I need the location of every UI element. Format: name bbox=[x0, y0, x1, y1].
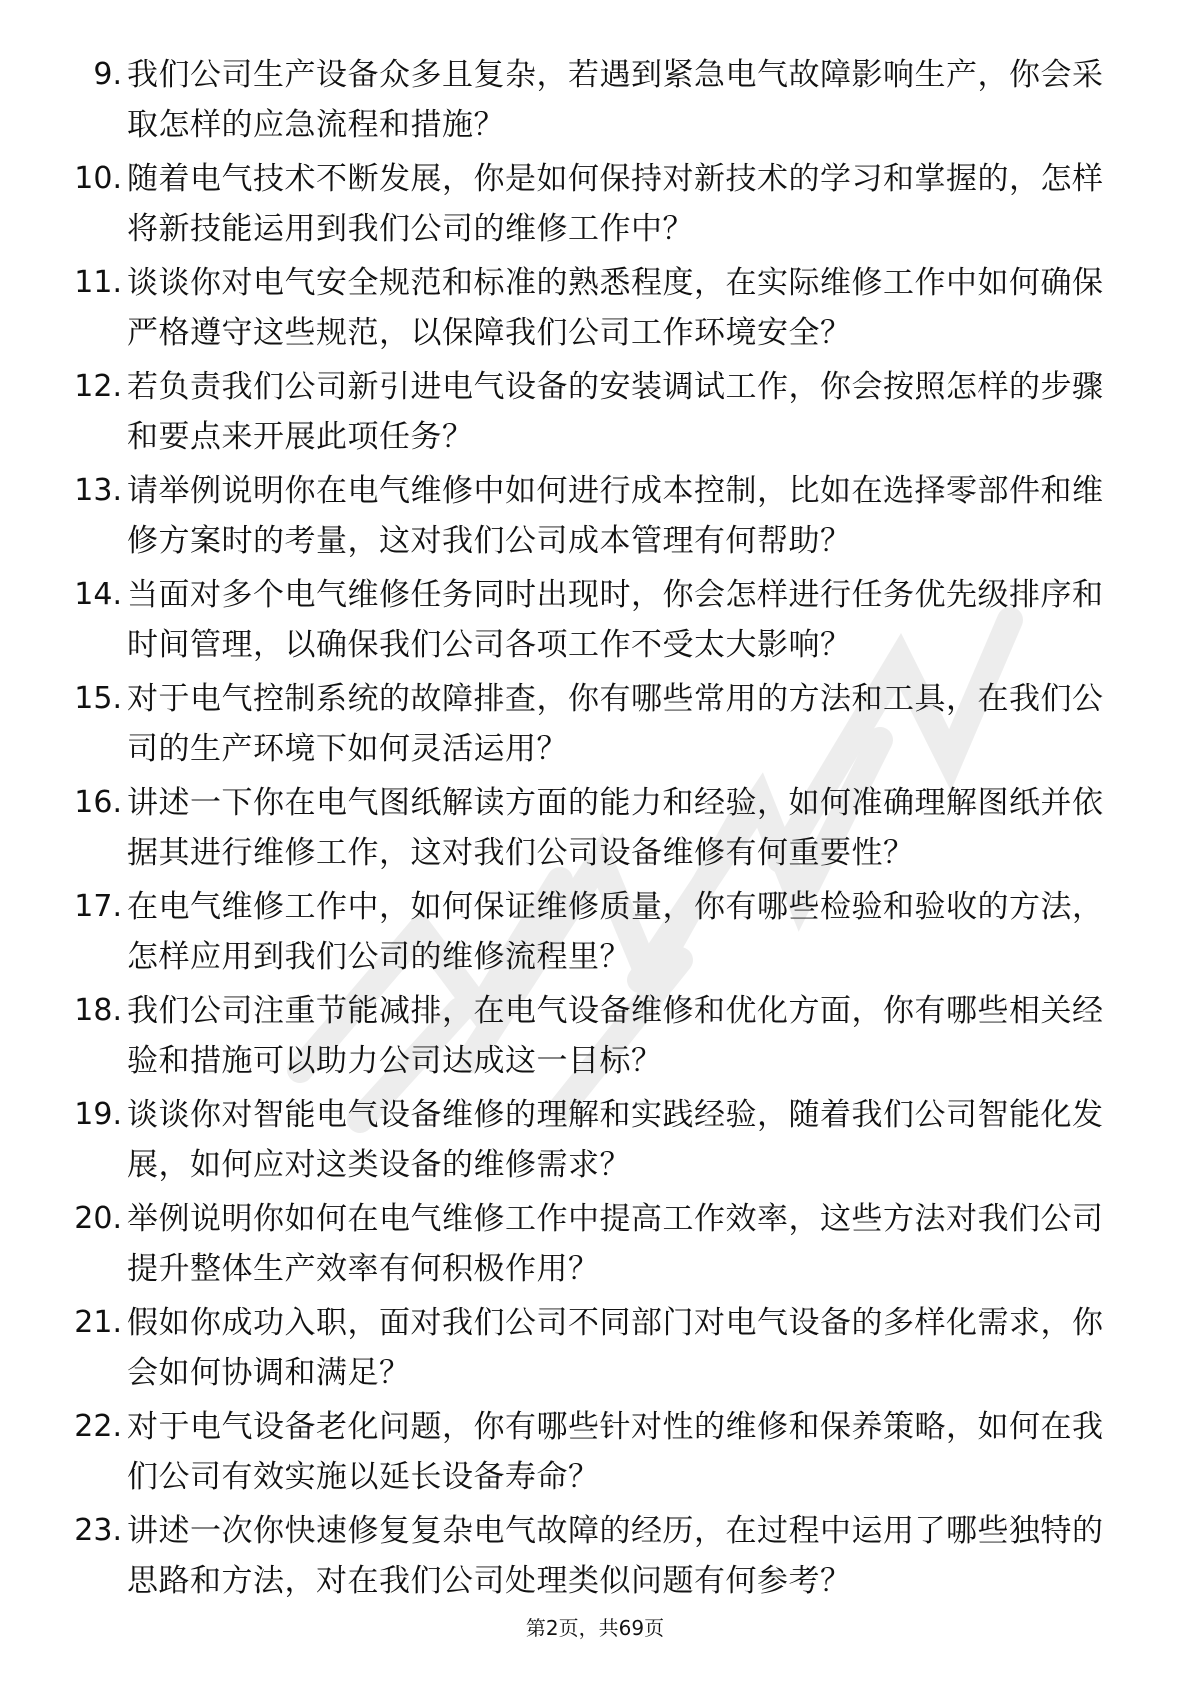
question-number: 16. bbox=[74, 785, 122, 820]
question-item bbox=[0, 1194, 1190, 1298]
question-text: 当面对多个电气维修任务同时出现时，你会怎样进行任务优先级排序和时间管理，以确保我们公司各项工作不受太大影响？ bbox=[127, 577, 1104, 663]
question-item bbox=[0, 1506, 1190, 1610]
question-item bbox=[0, 1090, 1190, 1194]
question-number: 19. bbox=[74, 1097, 122, 1132]
question-item bbox=[0, 674, 1190, 778]
question-item bbox=[0, 778, 1190, 882]
question-number: 17. bbox=[74, 889, 122, 924]
question-item bbox=[0, 466, 1190, 570]
question-text: 若负责我们公司新引进电气设备的安装调试工作，你会按照怎样的步骤和要点来开展此项任务？ bbox=[127, 369, 1104, 455]
question-text: 假如你成功入职，面对我们公司不同部门对电气设备的多样化需求，你会如何协调和满足？ bbox=[127, 1305, 1104, 1391]
question-text: 谈谈你对智能电气设备维修的理解和实践经验，随着我们公司智能化发展，如何应对这类设备的维修需求？ bbox=[127, 1097, 1104, 1183]
question-number: 9. bbox=[93, 57, 122, 92]
question-number: 15. bbox=[74, 681, 122, 716]
question-text: 举例说明你如何在电气维修工作中提高工作效率，这些方法对我们公司提升整体生产效率有何积极作用？ bbox=[127, 1201, 1104, 1287]
question-item bbox=[0, 1298, 1190, 1402]
question-item bbox=[0, 50, 1190, 154]
question-item bbox=[0, 882, 1190, 986]
question-number: 11. bbox=[74, 265, 122, 300]
question-item bbox=[0, 362, 1190, 466]
question-list bbox=[0, 50, 1190, 1610]
question-text: 随着电气技术不断发展，你是如何保持对新技术的学习和掌握的，怎样将新技能运用到我们公司的维修工作中？ bbox=[127, 161, 1104, 247]
question-number: 14. bbox=[74, 577, 122, 612]
question-text: 在电气维修工作中，如何保证维修质量，你有哪些检验和验收的方法，怎样应用到我们公司的维修流程里？ bbox=[127, 889, 1104, 975]
question-text: 对于电气控制系统的故障排查，你有哪些常用的方法和工具，在我们公司的生产环境下如何灵活运用？ bbox=[127, 681, 1104, 767]
question-number: 18. bbox=[74, 993, 122, 1028]
question-text: 对于电气设备老化问题，你有哪些针对性的维修和保养策略，如何在我们公司有效实施以延长设备寿命？ bbox=[127, 1409, 1104, 1495]
question-number: 21. bbox=[74, 1305, 122, 1340]
question-number: 12. bbox=[74, 369, 122, 404]
question-text: 讲述一下你在电气图纸解读方面的能力和经验，如何准确理解图纸并依据其进行维修工作，这对我们公司设备维修有何重要性？ bbox=[127, 785, 1104, 871]
question-number: 23. bbox=[74, 1513, 122, 1548]
question-number: 22. bbox=[74, 1409, 122, 1444]
question-number: 10. bbox=[74, 161, 122, 196]
question-item bbox=[0, 570, 1190, 674]
question-text: 讲述一次你快速修复复杂电气故障的经历，在过程中运用了哪些独特的思路和方法，对在我们公司处理类似问题有何参考？ bbox=[127, 1513, 1104, 1599]
page-number-footer: 第2页，共69页 bbox=[525, 1616, 665, 1640]
question-number: 13. bbox=[74, 473, 122, 508]
question-text: 我们公司生产设备众多且复杂，若遇到紧急电气故障影响生产，你会采取怎样的应急流程和措施？ bbox=[127, 57, 1104, 143]
question-item bbox=[0, 1402, 1190, 1506]
question-text: 谈谈你对电气安全规范和标准的熟悉程度，在实际维修工作中如何确保严格遵守这些规范，以保障我们公司工作环境安全？ bbox=[127, 265, 1104, 351]
question-item bbox=[0, 258, 1190, 362]
question-text: 请举例说明你在电气维修中如何进行成本控制，比如在选择零部件和维修方案时的考量，这对我们公司成本管理有何帮助？ bbox=[127, 473, 1104, 559]
question-number: 20. bbox=[74, 1201, 122, 1236]
question-text: 我们公司注重节能减排，在电气设备维修和优化方面，你有哪些相关经验和措施可以助力公司达成这一目标？ bbox=[127, 993, 1104, 1079]
question-item bbox=[0, 154, 1190, 258]
question-item bbox=[0, 986, 1190, 1090]
